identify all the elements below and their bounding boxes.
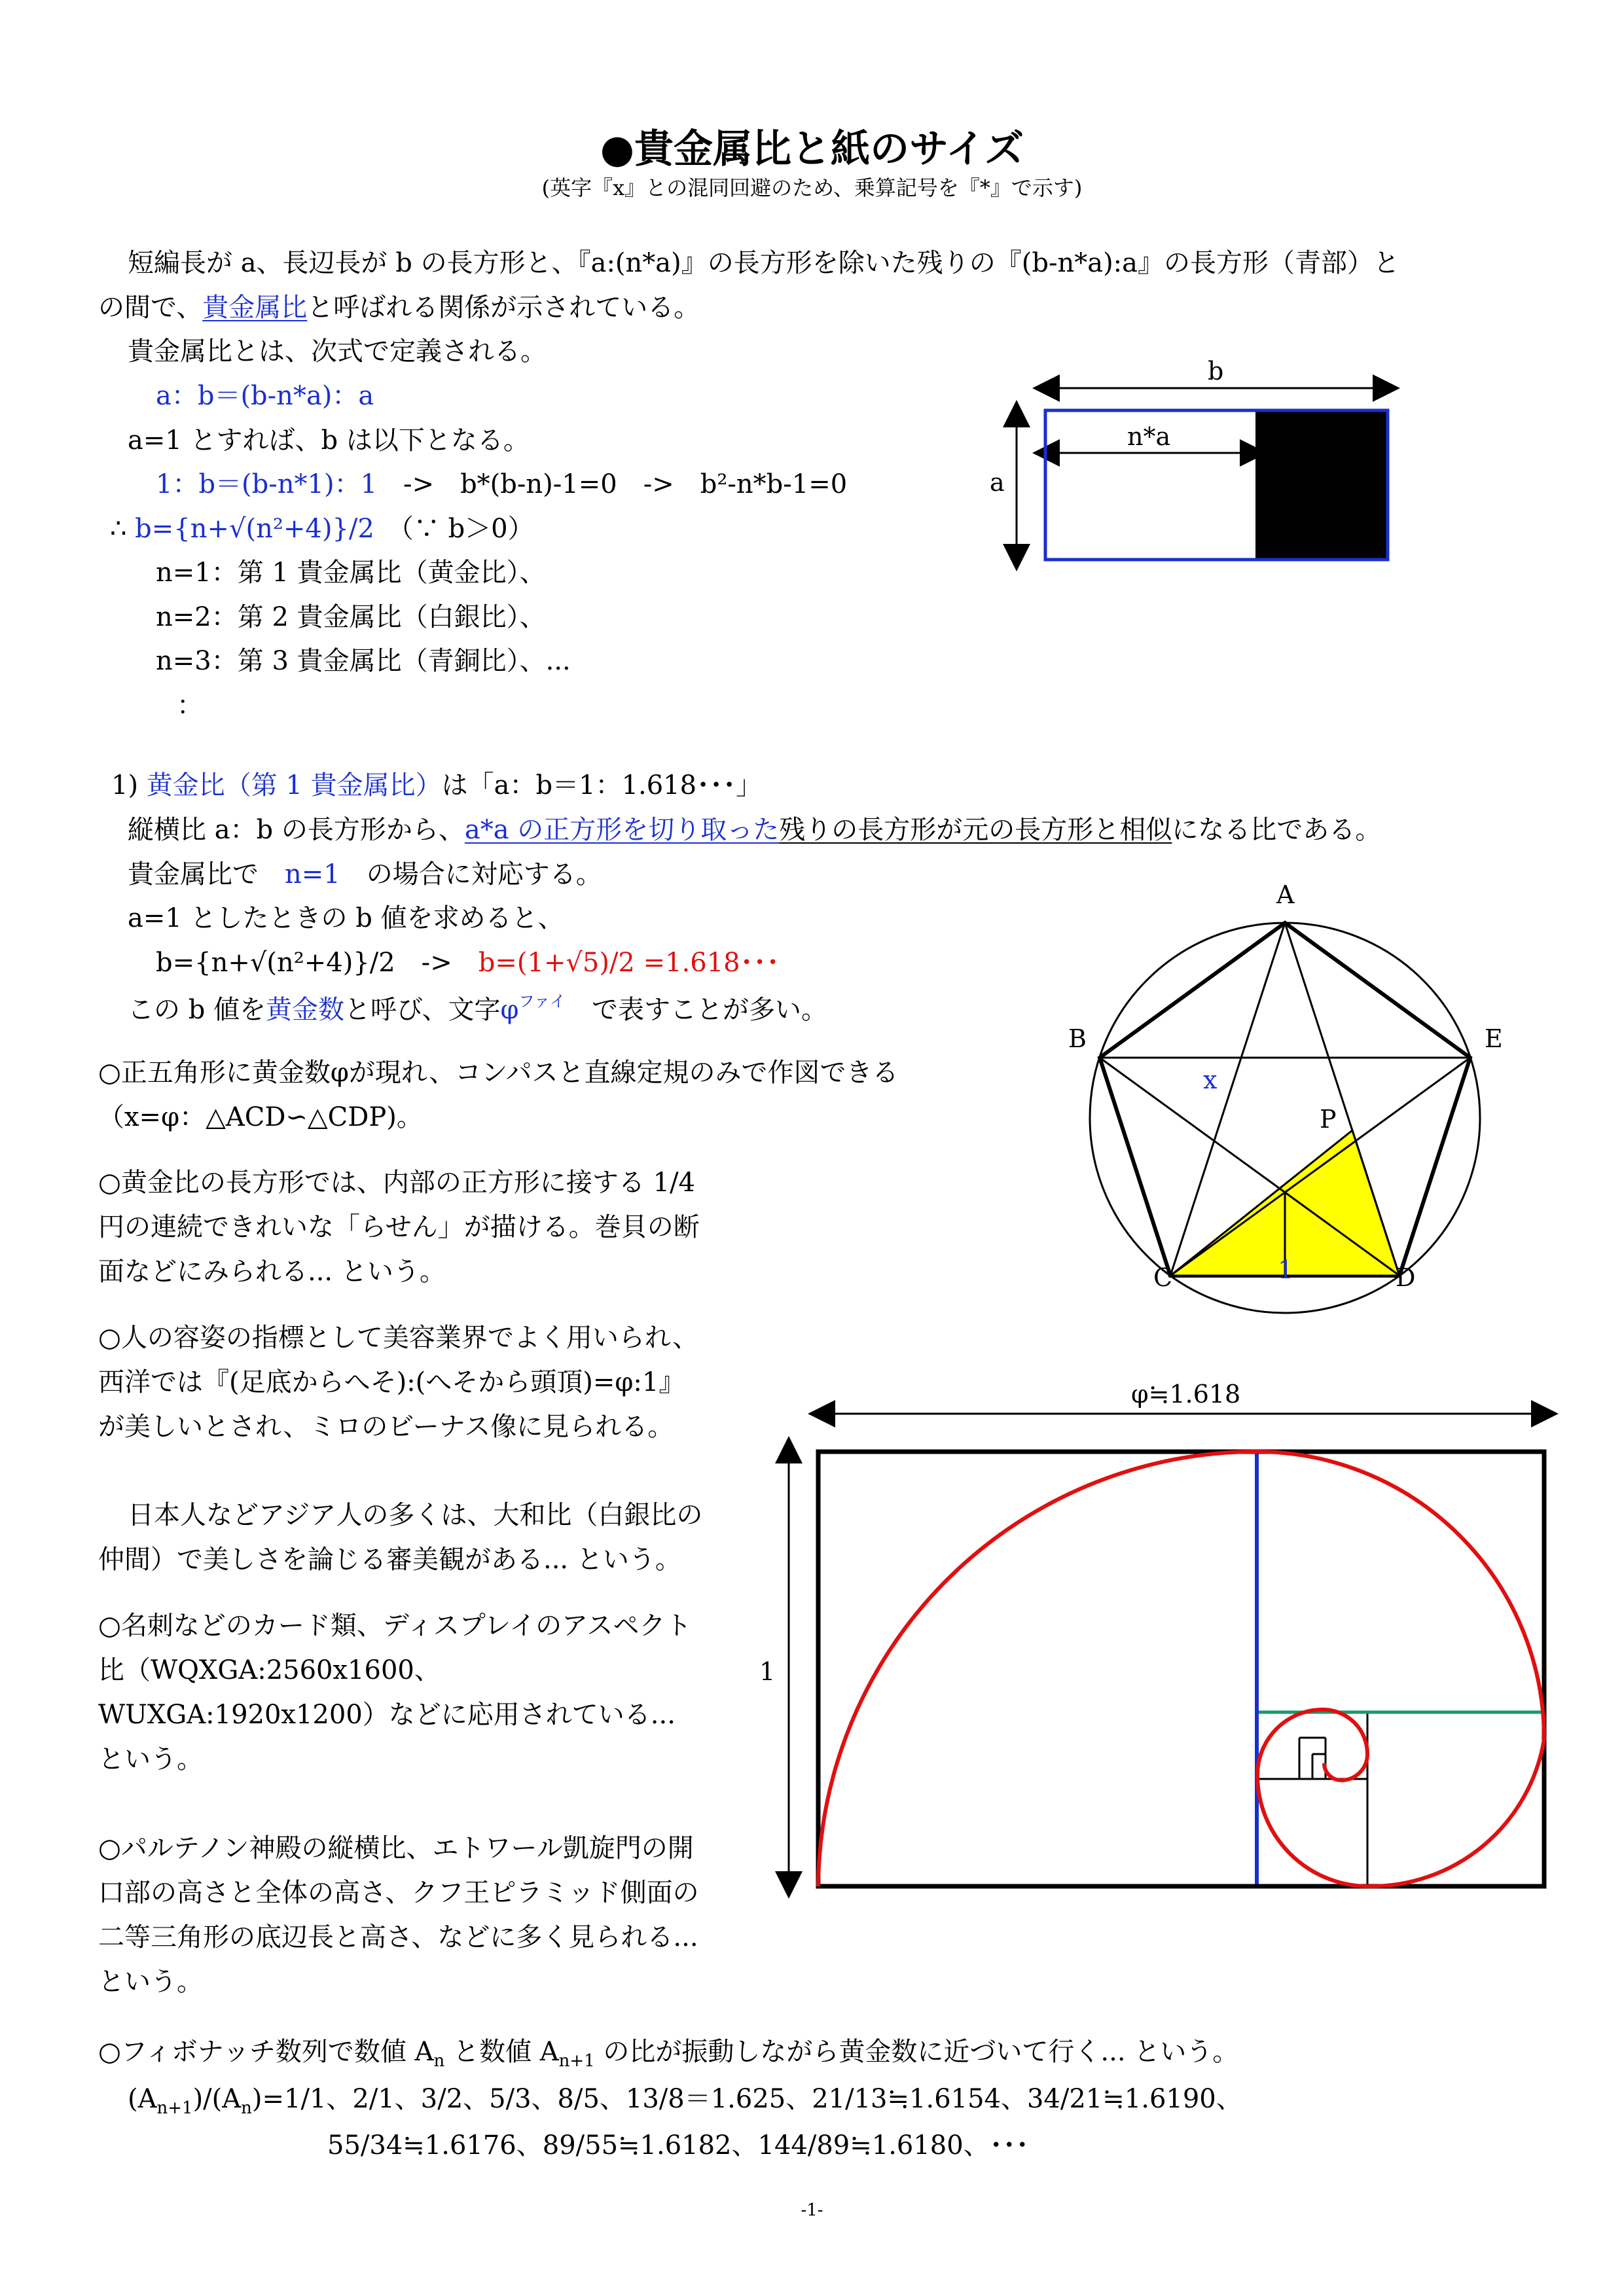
bullet-spiral: ○黄金比の長方形では、内部の正方形に接する 1/4 円の連続できれいな「らせん」が描ける。巻貝の断面などにみられる... という。 — [98, 1168, 700, 1287]
golden-line-3: a=1 としたときの b 値を求めると、 — [128, 903, 564, 933]
blue-square — [1257, 1452, 1544, 1886]
intro-line-2: の間で、貴金属比と呼ばれる関係が示されている。 — [98, 293, 700, 323]
vertex-d: D — [1396, 1263, 1416, 1292]
golden-rectangle — [818, 1452, 1544, 1886]
one-label: 1 — [759, 1657, 776, 1686]
square-cut-link[interactable]: a*a の正方形を切り取った — [464, 815, 780, 845]
vertex-a: A — [1276, 880, 1295, 909]
fib-line-3: 55/34≒1.6176、89/55≒1.6182、144/89≒1.6180、･･･ — [327, 2130, 1029, 2161]
bullet-beauty-asia: 日本人などアジア人の多くは、大和比（白銀比の仲間）で美しさを論じる審美観がある... という。 — [98, 1500, 703, 1575]
vertex-c: C — [1153, 1263, 1173, 1292]
bullet-architecture: ○パルテノン神殿の縦横比、エトワール凱旋門の開口部の高さと全体の高さ、クフ王ピラミッド側面の二等三角形の底辺長と高さ、などに多く見られる... という。 — [98, 1833, 699, 1997]
list-n1: n=1：第 1 貴金属比（黄金比）、 — [156, 558, 546, 588]
list-n3: n=3：第 3 貴金属比（青銅比）、... — [156, 646, 571, 676]
equation-1: a：b＝(b-n*a)：a — [156, 381, 374, 411]
intro-a1: a=1 とすれば、b は以下となる。 — [128, 425, 530, 456]
golden-line-4: b={n+√(n²+4)}/2 -> b=(1+√5)/2 =1.618･･･ — [156, 948, 780, 978]
fib-line-2: $(A_{n+1})/(A_n)=1/1$、2/1、3/2、5/3、8/5、13/8＝1.625、21/13≒1.6154、34/21≒1.6190、 — [128, 2084, 1242, 2118]
label-na: n*a — [1127, 422, 1171, 451]
noble-ratio-link[interactable]: 貴金属比 — [202, 293, 308, 323]
list-vdots: ： — [177, 691, 203, 721]
vertex-e: E — [1485, 1024, 1503, 1053]
list-n2: n=2：第 2 貴金属比（白銀比）、 — [156, 602, 546, 632]
golden-line-5: この b 値を黄金数と呼び、文字$\varphi^{ファイ}$ で表すことが多い。 — [128, 992, 827, 1025]
label-a: a — [990, 468, 1005, 497]
golden-line-1: 縦横比 a：b の長方形から、a*a の正方形を切り取った残りの長方形が元の長方形と相似になる比である。 — [128, 815, 1382, 845]
page-title: ●貴金属比と紙のサイズ — [600, 126, 1024, 172]
golden-spiral — [818, 1452, 1544, 1886]
intro-line-1: 短編長が a、長辺長が b の長方形と、『a:(n*a)』の長方形を除いた残りの『(b-n*a):a』の長方形（青部）と — [128, 248, 1400, 278]
fib-line-1: ○フィボナッチ数列で数値 $A_n$ と数値 $A_{n+1}$ の比が振動しながら黄金数に近づいて行く... という。 — [98, 2037, 1239, 2071]
vertex-b: B — [1068, 1024, 1087, 1053]
point-p: P — [1320, 1105, 1337, 1134]
page-number: -1- — [801, 2200, 823, 2220]
bullet-pentagon: ○正五角形に黄金数φが現れ、コンパスと直線定規のみで作図できる（x=φ：△ACD∽△CDP)。 — [98, 1058, 899, 1132]
page-subtitle: (英字『x』との混同回避のため、乗算記号を『*』で示す) — [541, 175, 1083, 200]
bullet-beauty: ○人の容姿の指標として美容業界でよく用いられ、西洋では『(足底からへそ):(へそから頭頂)=φ:1』が美しいとされ、ミロのビーナス像に見られる。 — [98, 1323, 699, 1442]
subdivision-lines — [1257, 1712, 1367, 1886]
equation-2: 1：b＝(b-n*1)：1 -> b*(b-n)-1=0 -> b²-n*b-1=0 — [156, 469, 848, 499]
segment-one: 1 — [1278, 1255, 1294, 1284]
golden-heading: 1) 黄金比（第 1 貴金属比）は「a：b＝1：1.618･･･」 — [111, 770, 763, 800]
bullet-aspect: ○名刺などのカード類、ディスプレイのアスペクト比（WQXGA:2560x1600、WUXGA:1920x1200）などに応用されている... という。 — [98, 1611, 692, 1774]
golden-line-2: 貴金属比で n=1 の場合に対応する。 — [128, 859, 602, 889]
label-b: b — [1208, 357, 1224, 386]
segment-x: x — [1203, 1066, 1218, 1094]
equation-3: ∴ b={n+√(n²+4)}/2 （∵ b＞0） — [110, 514, 534, 544]
intro-definition: 貴金属比とは、次式で定義される。 — [128, 336, 547, 367]
phi-label: φ≒1.618 — [1131, 1380, 1241, 1408]
